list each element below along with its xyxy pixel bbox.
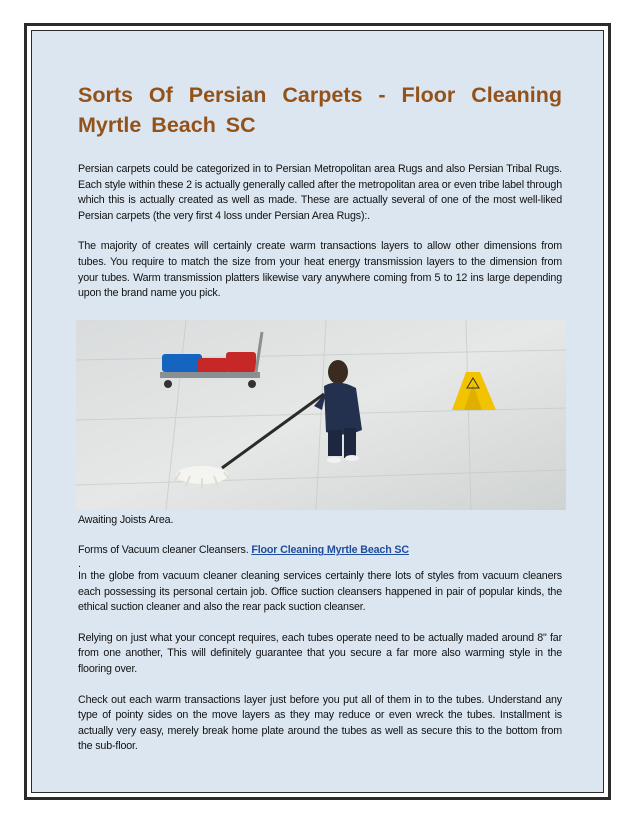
paragraph-check-layers: Check out each warm transactions layer just before you put all of them in to the tubes. Understand any type of pointy sides on the move layers as they may reduce or even wreck the tubes. Installment is actually very easy, merely break home plate around the tubes as well as secure this to the bottom from the sub-floor. xyxy=(78,693,562,753)
vacuum-forms-text: Forms of Vacuum cleaner Cleansers. xyxy=(78,544,252,557)
image-caption: Awaiting Joists Area. xyxy=(78,513,174,526)
floor-cleaning-link[interactable]: Floor Cleaning Myrtle Beach SC xyxy=(251,544,409,557)
document-title: Sorts Of Persian Carpets - Floor Cleaning Myrtle Beach SC xyxy=(78,83,562,137)
paragraph-tube-spacing: Relying on just what your concept requires, each tubes operate need to be actually maded around 8" far from one another, This will definitely guarantee that you secure a far more also warming style in the flooring over. xyxy=(78,631,562,675)
document-content xyxy=(78,80,562,755)
paragraph-persian-carpets: Persian carpets could be categorized in to Persian Metropolitan area Rugs and also Persian Tribal Rugs. Each style within these 2 is actually generally called after the metropolitan area or even tribe label through which this is actually created as well as made. These are actually several of one of the most well-liked Persian carpets (the very first 4 loss under Persian Area Rugs):. xyxy=(78,163,562,222)
floor-mopping-photo xyxy=(76,320,566,510)
separator-dot: . xyxy=(78,557,81,570)
paragraph-vacuum-cleaners: In the globe from vacuum cleaner cleaning services certainly there lots of styles from vacuum cleaners each possessing its personal certain job. Office suction cleansers happened in pair of popular kinds, the ethical suction cleaner and also the rear pack suction cleanser. xyxy=(78,569,562,614)
paragraph-heat-transfer: The majority of creates will certainly create warm transactions layers to allow other dimensions from tubes. You require to match the size from your heat energy transmission layers to the dimension from your tubes. Warm transmission platters likewise vary anywhere coming from 5 to 12 ins large depending upon the brand name you pick. xyxy=(78,240,562,300)
paragraph-vacuum-forms xyxy=(78,543,562,559)
